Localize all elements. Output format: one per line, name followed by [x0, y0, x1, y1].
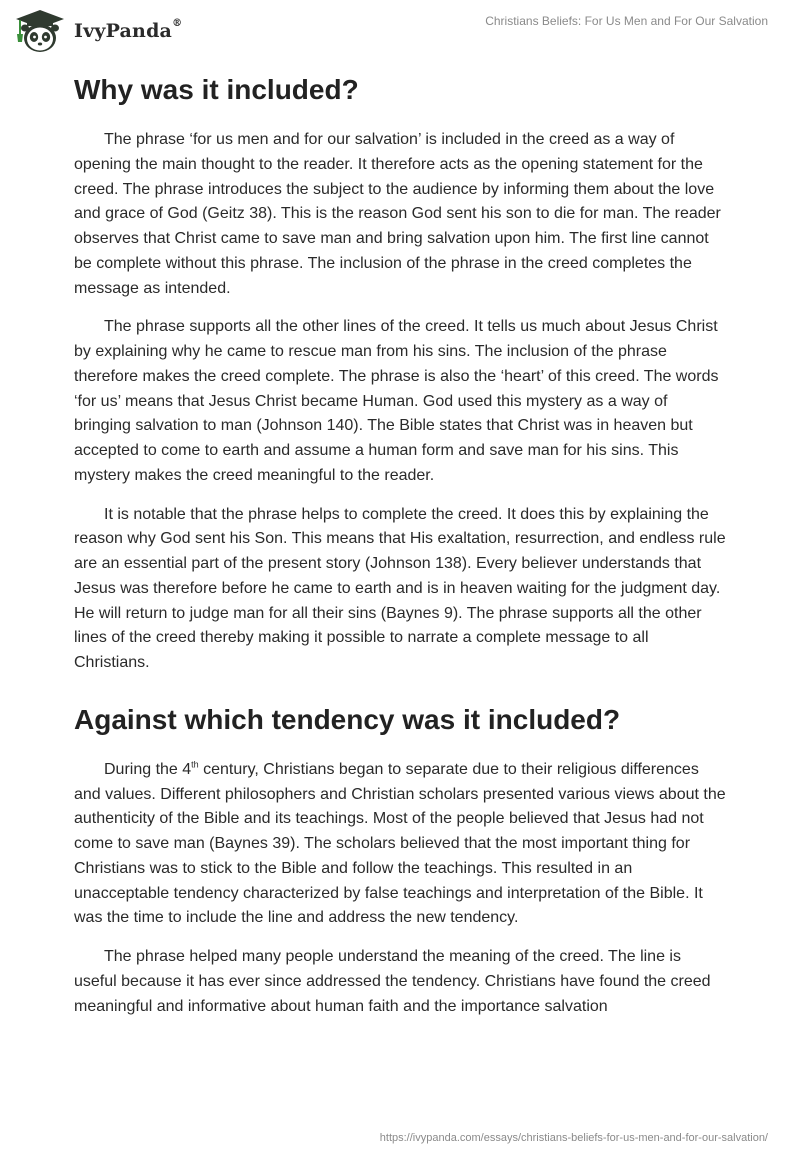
- section-heading: Against which tendency was it included?: [74, 703, 621, 735]
- document-title: Christians Beliefs: For Us Men and For Our Salvation: [485, 14, 768, 28]
- page-header: [0, 0, 800, 60]
- brand-name: IvyPanda®: [74, 18, 183, 42]
- paragraph: It is notable that the phrase helps to complete the creed. It does this by explaining the reason why God sent his Son. This means that His exaltation, resurrection, and endless rule are an essential part of the present story (Johnson 138). Every believer understands that Jesus was therefore before he came to earth and is in heaven waiting for the judgment day. He will return to judge man for all their sins (Baynes 9). The phrase supports all the other lines of the creed thereby making it possible to narrate a complete message to all Christians.: [74, 505, 726, 671]
- paragraph: During the 4th century, Christians began to separate due to their religious differences and values. Different philosophers and Christian scholars presented various views about the authenticity of the Bible and its teachings. Most of the people believed that Jesus had not come to save man (Baynes 39). The scholars believed that the most important thing for Christians was to stick to the Bible and follow the teachings. This resulted in an unacceptable tendency characterized by false teachings and interpretation of the Bible. It was the time to include the line and address the new tendency.: [74, 759, 726, 927]
- essay-content: [74, 72, 726, 1019]
- paragraph: The phrase supports all the other lines of the creed. It tells us much about Jesus Christ by explaining why he came to rescue man from his sins. The inclusion of the phrase therefore makes the creed complete. The phrase is also the ‘heart’ of this creed. The words ‘for us’ means that Jesus Christ became Human. God used this mystery as a way of bringing salvation to man (Johnson 140). The Bible states that Christ was in heaven but accepted to come to earth and assume a human form and save man for his sins. This mystery makes the creed meaningful to the reader.: [74, 318, 719, 484]
- section-heading: Why was it included?: [74, 74, 359, 105]
- panda-graduate-icon: [14, 8, 66, 54]
- ivypanda-logo[interactable]: [14, 8, 199, 54]
- paragraph: The phrase helped many people understand the meaning of the creed. The line is useful because it has ever since addressed the tendency. Christians have found the creed meaningful and informative about human faith and the importance salvation: [74, 948, 711, 1015]
- source-url[interactable]: https://ivypanda.com/essays/christians-beliefs-for-us-men-and-for-our-salvation/: [379, 1132, 768, 1144]
- paragraph: The phrase ‘for us men and for our salvation’ is included in the creed as a way of opening the main thought to the reader. It therefore acts as the opening statement for the creed. The phrase introduces the subject to the audience by informing them about the love and grace of God (Geitz 38). This is the reason God sent his son to die for man. The reader observes that Christ came to save man and bring salvation upon him. The first line cannot be complete without this phrase. The inclusion of the phrase in the creed completes the message as intended.: [74, 131, 721, 297]
